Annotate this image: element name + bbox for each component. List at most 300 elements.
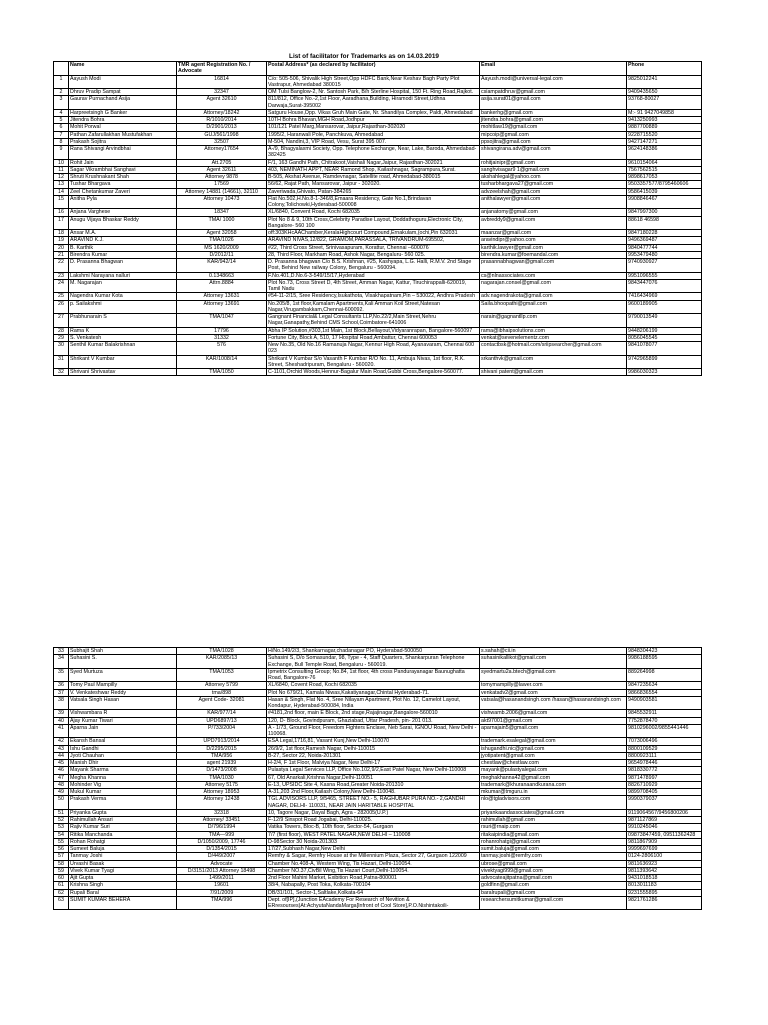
serial-cell: 26 [54, 300, 69, 314]
email-cell[interactable]: venkat@sevenelementz.com [480, 334, 627, 341]
address-cell: Plot No 8 & 9, 10th Cross,Celebrity Paradise Layout, Doddathoguru,Electronic City, Bangalore- 560 100 [267, 216, 480, 230]
name-cell: Lakshmi Narayana nalluri [69, 272, 177, 279]
name-cell: Tomy Paul Mampilly [69, 682, 177, 689]
email-cell[interactable]: akshahlegal@yahoo.com [480, 174, 627, 181]
table-row [54, 251, 702, 258]
email-cell[interactable]: chestlaw@chestlaw.com [480, 760, 627, 767]
phone-cell: 09873847459, 09511362428 [627, 831, 702, 838]
name-cell: S. Venkatesh [69, 334, 177, 341]
tmr-number-cell: TMA/956 [177, 752, 267, 759]
table-row [54, 838, 702, 845]
address-cell: 2nd Floor Mahini Market, Exibition Road,Patna-800001 [267, 875, 480, 882]
name-cell: Mohinder Vig [69, 781, 177, 788]
table-row [54, 745, 702, 752]
tmr-number-cell: KAR/1008/14 [177, 355, 267, 369]
name-cell: Prakash Verma [69, 796, 177, 810]
serial-cell: 7 [54, 131, 69, 138]
email-cell[interactable]: venkatadv2@gmail.com [480, 689, 627, 696]
tmr-number-cell: MS 1620/2009 [177, 244, 267, 251]
address-cell: 10TH Bohra Bhavan,MGH Road,Jodhpur [267, 117, 480, 124]
name-cell: Senthil Kumar Balakrishnan [69, 342, 177, 356]
tmr-number-cell: Agent 32610 [177, 96, 267, 110]
name-cell: Anitha Pyla [69, 195, 177, 209]
email-cell[interactable]: anithalawyer@gmail.com [480, 195, 627, 209]
address-cell: Vatika Towers, Bloc-B, 10th floor, Sector-54, Gurgaon [267, 824, 480, 831]
table-row [54, 648, 702, 655]
serial-cell: 17 [54, 216, 69, 230]
tmr-number-cell: 16814 [177, 75, 267, 89]
serial-cell: 61 [54, 882, 69, 889]
table-row [54, 314, 702, 328]
email-cell[interactable]: karthik.lawyer@gmail.com [480, 244, 627, 251]
table-row [54, 760, 702, 767]
table-row [54, 131, 702, 138]
address-cell: Hasan & Singh, Flat No. 4, Sree Nilayam Apartment, Plot No. 12, Camelot Layout, Kondapur, Hyderabad-500084, India [267, 696, 480, 710]
tmr-number-cell: TMA/1030 [177, 774, 267, 781]
tmr-number-cell: Attorney/18242 [177, 109, 267, 116]
email-cell[interactable]: tusharbhargava27@gmail.com [480, 181, 627, 188]
tmr-number-cell: tma/898 [177, 689, 267, 696]
name-cell: Vishwambara R [69, 710, 177, 717]
address-cell: Dept. of[IP],(Junction EAcademy For Research of Nevition & ERresourses)At:AchyutaNandaMarga[Infront of Cool Store],P.O.Nishintakoili- [267, 896, 480, 910]
address-cell: 7/7 (first floor), WEST PATEL NAGAR,NEW DELHI – 110008 [267, 831, 480, 838]
address-cell: F.No.401,D.No.6-3-549/15/17,Hyderabad [267, 272, 480, 279]
address-cell: 10, Tagore Nagar, Dayal Bagh, Agra - 282005(U.P.) [267, 809, 480, 816]
serial-cell: 28 [54, 327, 69, 334]
phone-cell: 9496369487 [627, 237, 702, 244]
phone-cell: 9811393642 [627, 867, 702, 874]
address-cell: ARAVIND NIVAS,12/822, GRAMOM,PARASSALA, TRIVANDRUM-695502, [267, 237, 480, 244]
phone-cell: 88618 46598 [627, 216, 702, 230]
serial-cell: 21 [54, 251, 69, 258]
name-cell: Birendra Kumar [69, 251, 177, 258]
phone-cell: 9841078077 [627, 342, 702, 356]
table-row [54, 159, 702, 166]
phone-cell: 9847997300 [627, 209, 702, 216]
email-cell[interactable]: rahimullah@gmail.com [480, 817, 627, 824]
tmr-number-cell: D/3151/2013 Attorney 18498 [177, 867, 267, 874]
serial-cell: 55 [54, 838, 69, 845]
address-cell: 403, NEMINATH APPT, NEAR Ramond Shop, Kailashnagar, Sagrampura,Surat. [267, 166, 480, 173]
phone-cell: 8013011183 [627, 882, 702, 889]
phone-cell: 9586415039 [627, 188, 702, 195]
address-cell: Chamber NO.37,CivBil Wing,Tis Hazari Court,Delhi-110054. [267, 867, 480, 874]
address-cell: B-505, Akshat Avenue, Ramdevnagar, Satellite road, Ahmedabad-380015 [267, 174, 480, 181]
tmr-number-cell: Attorney 14881 (14661), 32110 [177, 188, 267, 195]
phone-cell: 7567562515 [627, 166, 702, 173]
email-cell[interactable]: ubrose@gmail.com [480, 860, 627, 867]
phone-cell: 7752878470 [627, 717, 702, 724]
address-cell: 1995/2, Haranwali Pole, Panchkuva, Ahmedabad [267, 131, 480, 138]
email-cell[interactable]: aravindipr@yahoo.com [480, 237, 627, 244]
email-cell[interactable]: Aayush.modi@universal-legal.com [480, 75, 627, 89]
email-cell[interactable]: researchersumitkumar@gmail.com [480, 896, 627, 910]
table-row [54, 882, 702, 889]
table-row [54, 259, 702, 273]
table-row [54, 710, 702, 717]
document-title: List of facilitator for Trademarks as on 14.03.2019 [289, 53, 439, 60]
email-cell[interactable]: akt97001@gmail.com [480, 717, 627, 724]
tmr-number-cell: KAR/2085/13 [177, 655, 267, 669]
table-row [54, 209, 702, 216]
tmr-number-cell: Attrn.8884 [177, 279, 267, 293]
tmr-number-cell: TMA/1050 [177, 369, 267, 376]
phone-cell: 9871478997 [627, 774, 702, 781]
name-cell: Anugu Vijaya Bhaskar Reddy [69, 216, 177, 230]
phone-cell: 9610154064 [627, 159, 702, 166]
address-cell: XL/6840, Covent Road, Kochi 682035 [267, 682, 480, 689]
email-cell[interactable]: jitendra.bohra@gmail.com [480, 117, 627, 124]
email-cell[interactable]: ishugandhi.nic@gmail.com [480, 745, 627, 752]
tmr-number-cell: D/1354/2015 [177, 846, 267, 853]
serial-cell: 32 [54, 369, 69, 376]
email-cell[interactable]: advzeelshah@gmail.com [480, 188, 627, 195]
table-row [54, 244, 702, 251]
name-cell: Shrivani Shrivastav [69, 369, 177, 376]
table-row [54, 896, 702, 910]
email-cell[interactable]: syedmartu2a.btech@gmail.com [480, 668, 627, 682]
name-cell: Ritika Manchanda [69, 831, 177, 838]
serial-cell: 50 [54, 796, 69, 810]
email-cell[interactable]: rama@ibhaipsolutions.com [480, 327, 627, 334]
name-cell: Rahimullah Ansari [69, 817, 177, 824]
table-row [54, 369, 702, 376]
name-cell: Mohit Porwal [69, 124, 177, 131]
serial-cell: 18 [54, 230, 69, 237]
name-cell: Sagar Vikrambhai Sanghavi [69, 166, 177, 173]
table-row [54, 689, 702, 696]
phone-cell: 9503357577/8795460606 [627, 181, 702, 188]
serial-cell: 10 [54, 159, 69, 166]
address-cell: B-27, Sector 22, Noida-201301 [267, 752, 480, 759]
tmr-number-cell: agent 21939 [177, 760, 267, 767]
tmr-number-cell: R/1010/2014 [177, 117, 267, 124]
facilitator-table-page-2 [53, 647, 702, 910]
name-cell: Priyanka Gupta [69, 809, 177, 816]
table-row [54, 668, 702, 682]
serial-cell: 33 [54, 648, 69, 655]
phone-cell: 9847235634 [627, 682, 702, 689]
email-cell[interactable]: asija.surat01@gmail.com [480, 96, 627, 110]
email-cell[interactable]: mayank@pulastyalegal.com [480, 767, 627, 774]
name-cell: SUMIT KUMAR BEHERA [69, 896, 177, 910]
table-row [54, 767, 702, 774]
address-cell: DB/31/101, Sector-1,Saltlake,Kolkata-64 [267, 889, 480, 896]
email-cell[interactable]: prasannabhagwan@gmail.com [480, 259, 627, 273]
phone-cell: 9811636923 [627, 860, 702, 867]
name-cell: Subhajit Shah [69, 648, 177, 655]
email-cell[interactable]: tanmay.joshi@remfry.com [480, 853, 627, 860]
phone-cell: 9431018518 [627, 875, 702, 882]
serial-cell: 6 [54, 124, 69, 131]
tmr-number-cell: Attorney 13691 [177, 300, 267, 314]
table-row [54, 696, 702, 710]
email-cell[interactable]: narain@gagnantllp.com [480, 314, 627, 328]
tmr-number-cell: 17796 [177, 327, 267, 334]
address-cell: C/o: 505-506, Shivalik High Street,Opp HDFC Bank,Near Keshav Bagh Party Plot Vastrapur, Ahmedabad 380015 [267, 75, 480, 89]
email-cell[interactable]: nagarajan.consel@gmail.com [480, 279, 627, 293]
tmr-number-cell: Agent 32058 [177, 230, 267, 237]
serial-cell: 43 [54, 745, 69, 752]
table-body-page-2 [54, 648, 702, 910]
table-row [54, 124, 702, 131]
facilitator-table-page-1 [53, 61, 702, 376]
address-cell: 17/27,Subhash Nagar,New Delhi [267, 846, 480, 853]
email-cell[interactable]: trademark.esalegal@gmail.com [480, 738, 627, 745]
phone-cell: 9600189905 [627, 300, 702, 314]
tmr-number-cell: 19601 [177, 882, 267, 889]
email-cell[interactable]: adv.nagendrakota@gmail.com [480, 293, 627, 300]
name-cell: Pathan Zafarullakhan Mustufakhan [69, 131, 177, 138]
table-row [54, 96, 702, 110]
address-cell: Pulastya Legal Services LLP, Office No.102,9/2,East Patel Nagar, New Delhi-110008 [267, 767, 480, 774]
phone-cell: 889264998 [627, 668, 702, 682]
address-cell: Remfry & Sagar, Remfry House at the Millennium Plaza, Sector 27, Gurgaon 122009 [267, 853, 480, 860]
name-cell: Vivek Kumar Tyagi [69, 867, 177, 874]
table-row [54, 867, 702, 874]
tmr-number-cell: Attorney 5799 [177, 682, 267, 689]
name-cell: Rana Shivangi Arvindbhai [69, 146, 177, 160]
tmr-number-cell: D/1050/2009, 17746 [177, 838, 267, 845]
email-cell[interactable]: birendra.kumar@foemandal.com [480, 251, 627, 258]
serial-cell: 41 [54, 724, 69, 738]
email-cell[interactable]: maanzar@gmail.com [480, 230, 627, 237]
name-cell: Shruti Krushnakant Shah [69, 174, 177, 181]
serial-cell: 47 [54, 774, 69, 781]
email-cell[interactable]: jyotipatent@gmail.com [480, 752, 627, 759]
email-cell[interactable]: vishwamb.2006@gmail.com [480, 710, 627, 717]
email-cell[interactable]: anjanatomy@gmail.com [480, 209, 627, 216]
serial-cell: 23 [54, 272, 69, 279]
email-cell[interactable]: goldfinn@gmail.com [480, 882, 627, 889]
address-cell: XL/6840, Convent Road, Kochi 682035 [267, 209, 480, 216]
name-cell: Sumeet Baluja [69, 846, 177, 853]
email-cell[interactable]: nlo@tgladvisors.com [480, 796, 627, 810]
email-cell[interactable]: vivektyagi999@gmail.com [480, 867, 627, 874]
address-cell: Suhasini S, D/o Somasundar, 98, Type - 4, Staff Quarters, Shankarpuran Telephone Exchange, Bull Temple Road, Bengaluru - 560019. [267, 655, 480, 669]
address-cell: E-13, UPSIDC Site 4, Kasna Road,Greater Noida-201310 [267, 781, 480, 788]
serial-cell: 58 [54, 860, 69, 867]
tmr-number-cell: TMA—999 [177, 831, 267, 838]
address-cell: #54-11-2/15, Sree Residency,Isukathota, Visakhapatnam,Pin – 530022, Andhra Pradesh [267, 293, 480, 300]
email-cell[interactable]: priyankaandassociates@gmail.com [480, 809, 627, 816]
name-cell: Aparna Jain [69, 724, 177, 738]
header-address: Postal Address* (as declared by facilitator) [267, 62, 480, 76]
phone-cell: 9845532911 [627, 710, 702, 717]
email-cell[interactable]: contactbsk@hotmail.com/sriipsearcher@gmail.com [480, 342, 627, 356]
address-cell: Plot No 679/21, Kamala Niwas,Kakatiyanagar,Chintal Hyderabad-71. [267, 689, 480, 696]
name-cell: Rama K [69, 327, 177, 334]
table-row [54, 781, 702, 788]
email-cell[interactable]: rohanrohatgi@gmail.com [480, 838, 627, 845]
email-cell[interactable]: rsuri@rnaip.com [480, 824, 627, 831]
header-tmr: TMR agent Registration No. / Advocate [177, 62, 267, 76]
email-cell[interactable]: ritakaipindia@gmail.com [480, 831, 627, 838]
name-cell: Ekansh Bansal [69, 738, 177, 745]
address-cell: A-/9, Bhagyalaxmi Society, Opp. Telephone Exchange, Near, Lake, Baroda, Ahmedabad-382425 [267, 146, 480, 160]
serial-cell: 54 [54, 831, 69, 838]
phone-cell: 9740930927 [627, 259, 702, 273]
address-cell: Satguru House,Opp. Vikas Gruh Main Gate, Nr. Shandilya Complex, Paldi, Ahmedabad [267, 109, 480, 116]
tmr-number-cell: Attorney 12438 [177, 796, 267, 810]
email-cell[interactable]: s.sahah@cii.in [480, 648, 627, 655]
table-row [54, 166, 702, 173]
table-row [54, 174, 702, 181]
email-cell[interactable]: baralrupali@gmail.com [480, 889, 627, 896]
email-cell[interactable]: shivangirana.adv@gmail.com [480, 146, 627, 160]
table-row [54, 216, 702, 230]
phone-cell: 9624148386 [627, 146, 702, 160]
phone-cell: 9790013549 [627, 314, 702, 328]
serial-cell: 24 [54, 279, 69, 293]
email-cell[interactable]: bankerhg@gmail.com [480, 109, 627, 116]
email-cell[interactable]: sumit.baluja@gmail.com [480, 846, 627, 853]
phone-cell: 9843447076 [627, 279, 702, 293]
header-name: Name [69, 62, 177, 76]
phone-cell: 9847180228 [627, 230, 702, 237]
serial-cell: 34 [54, 655, 69, 669]
table-body-page-1 [54, 75, 702, 376]
tmr-number-cell: KAR/977/14 [177, 710, 267, 717]
email-cell[interactable]: tomymampilly@lawer.com [480, 682, 627, 689]
email-cell[interactable]: advocateajitpatna@gmail.com [480, 875, 627, 882]
table-row [54, 853, 702, 860]
tmr-number-cell: 18347 [177, 209, 267, 216]
tmr-number-cell: Attorney 18953 [177, 789, 267, 796]
email-cell[interactable]: vatsala@hasanandsingh.com /hasan@hasanandsingh.com [480, 696, 627, 710]
email-cell[interactable]: cs@nlnassociates.com [480, 272, 627, 279]
tmr-number-cell: 32318 [177, 809, 267, 816]
tmr-number-cell: Advocate [177, 860, 267, 867]
tmr-number-cell: Attorney 5175 [177, 781, 267, 788]
name-cell: Tushar Bhargava [69, 181, 177, 188]
table-row [54, 789, 702, 796]
table-row [54, 117, 702, 124]
table-row [54, 817, 702, 824]
phone-cell: 8800923111 [627, 752, 702, 759]
tmr-number-cell: Att.2705 [177, 159, 267, 166]
table-row [54, 195, 702, 209]
address-cell: No.205/8, 1st floor,Kamalam Apartments,Kali Amman Koil Street,Natesan Nagar,Virugambakkam,Chennai-600092. [267, 300, 480, 314]
address-cell: #22, Third Cross Street, Srinivasapuram, Korattur, Chennai –600076` [267, 244, 480, 251]
address-cell: Abha IP Solution,#303,1st Main, 1st Block,Bellayout,Vidyaranrapan, Bangalore-560097 [267, 327, 480, 334]
phone-cell: 9910245046 [627, 824, 702, 831]
table-row [54, 875, 702, 882]
email-cell[interactable]: meghakhanna42@gmail.com [480, 774, 627, 781]
table-row [54, 796, 702, 810]
table-row [54, 293, 702, 300]
serial-cell: 13 [54, 181, 69, 188]
table-row [54, 188, 702, 195]
address-cell: A-31,203 2nd Floor,Kailash Colony,New Delhi-110048. [267, 789, 480, 796]
email-cell[interactable]: suhasinikallikot@gmail.com [480, 655, 627, 669]
serial-cell: 3 [54, 96, 69, 110]
phone-cell: 8826710929 [627, 781, 702, 788]
email-cell[interactable]: srkanthvk@gmail.com [480, 355, 627, 369]
serial-cell: 5 [54, 117, 69, 124]
serial-cell: 14 [54, 188, 69, 195]
name-cell: Anjana Varghese [69, 209, 177, 216]
address-cell: TGL ADVISORS LLP, 9/5465, STREET NO.- 5, RAGHUBAR PURA NO.- 2,GANDHI NAGAR, DELHI- 110031, NEAR JAIN HARITABLE HOSPITAL [267, 796, 480, 810]
address-cell: ESA Legal,1716,81, Vasant Kunj,New Delhi-110070 [267, 738, 480, 745]
address-cell: 811/812, Office No.-2,1st Floor, Aaradhana,Building, Hiramodi Street,Udhna Darwaja,Surat-395002 [267, 96, 480, 110]
name-cell: Jyoti Chauhan [69, 752, 177, 759]
table-row [54, 717, 702, 724]
email-cell[interactable]: aparnajain5@gmail.com [480, 724, 627, 738]
phone-cell: 9986188595 [627, 655, 702, 669]
serial-cell: 49 [54, 789, 69, 796]
name-cell: Ansar M.A. [69, 230, 177, 237]
tmr-number-cell: GUJ/561/1998 [177, 131, 267, 138]
phone-cell: 9742965899 [627, 355, 702, 369]
table-row [54, 809, 702, 816]
serial-cell: 52 [54, 817, 69, 824]
table-row [54, 138, 702, 145]
name-cell: B. Karthik [69, 244, 177, 251]
serial-cell: 39 [54, 710, 69, 717]
address-cell: Ipmetrix Consulting Group; No.84, 1st floor, 4th cross Pandurayanagar Baunughatta Road, Bangalore-76 [267, 668, 480, 682]
phone-cell: 9899708405 [627, 789, 702, 796]
address-cell: off:303KHcAAChamber,KeralaHighcourt Compound,Ernakulam,(ochi,Pin 632031 [267, 230, 480, 237]
serial-cell: 31 [54, 355, 69, 369]
email-cell[interactable]: mipcoip@gmail.com [480, 131, 627, 138]
name-cell: Nagendra Kumar Kota [69, 293, 177, 300]
address-cell: Chamber No.408-A, Western Wing, Tis Hazari, Delhi-110054. [267, 860, 480, 867]
serial-cell: 56 [54, 846, 69, 853]
name-cell: Jitendra Bohra [69, 117, 177, 124]
address-cell: H-2/4, F 1st Floor, Malviya Nagar, New Delhi-17 [267, 760, 480, 767]
tmr-number-cell: P/733/2004 [177, 724, 267, 738]
name-cell: Mukul Kumar [69, 789, 177, 796]
address-cell: 26/9/2, 1st floor,Ramesh Nagar, Delhi-110015 [267, 745, 480, 752]
address-cell: H/No.149/2/3, Shankarnagar,chadanagar PO, Hyderabad-500050 [267, 648, 480, 655]
table-row [54, 75, 702, 89]
phone-cell: 0124-2806100 [627, 853, 702, 860]
email-cell[interactable]: ppsojitra@gmail.com [480, 138, 627, 145]
name-cell: Zeel Chetankumar Zaveri [69, 188, 177, 195]
serial-cell: 2 [54, 89, 69, 96]
email-cell[interactable]: avbreddy9@gmail.com [480, 216, 627, 230]
serial-cell: 53 [54, 824, 69, 831]
address-cell: 28, Third Floor, Markham Road, Ashok Nagar, Bengaluru- 560 025. [267, 251, 480, 258]
email-cell[interactable]: rohitjainipr@gmail.com [480, 159, 627, 166]
email-cell[interactable]: Saila.bhoopathi@gmail.com [480, 300, 627, 314]
name-cell: Ajay Kumar Tiwari [69, 717, 177, 724]
email-cell[interactable]: mkumar@tmguru.in [480, 789, 627, 796]
tmr-number-cell: UPD6897/13 [177, 717, 267, 724]
serial-cell: 11 [54, 166, 69, 173]
email-cell[interactable]: shivani patent@gmail.com [480, 369, 627, 376]
email-cell[interactable]: mohitlaw19@gmail.com [480, 124, 627, 131]
name-cell: Krishna Singh [69, 882, 177, 889]
tmr-number-cell: Attorney/ 33451 [177, 817, 267, 824]
table-row [54, 831, 702, 838]
phone-cell: 9840477744 [627, 244, 702, 251]
table-row [54, 655, 702, 669]
table-row [54, 237, 702, 244]
table-row [54, 327, 702, 334]
phone-cell: M:- 91 9427049858 [627, 109, 702, 116]
tmr-number-cell: 32347 [177, 89, 267, 96]
serial-cell: 60 [54, 875, 69, 882]
tmr-number-cell: D/2012/11 [177, 251, 267, 258]
table-row [54, 824, 702, 831]
email-cell[interactable]: csiampatdhruv@gmail.com [480, 89, 627, 96]
email-cell[interactable]: sanghvisagar9 1@gmail.com [480, 166, 627, 173]
phone-cell: 9448206199 [627, 327, 702, 334]
table-row [54, 272, 702, 279]
email-cell[interactable]: trademark@khuranaandkurana.com [480, 781, 627, 788]
